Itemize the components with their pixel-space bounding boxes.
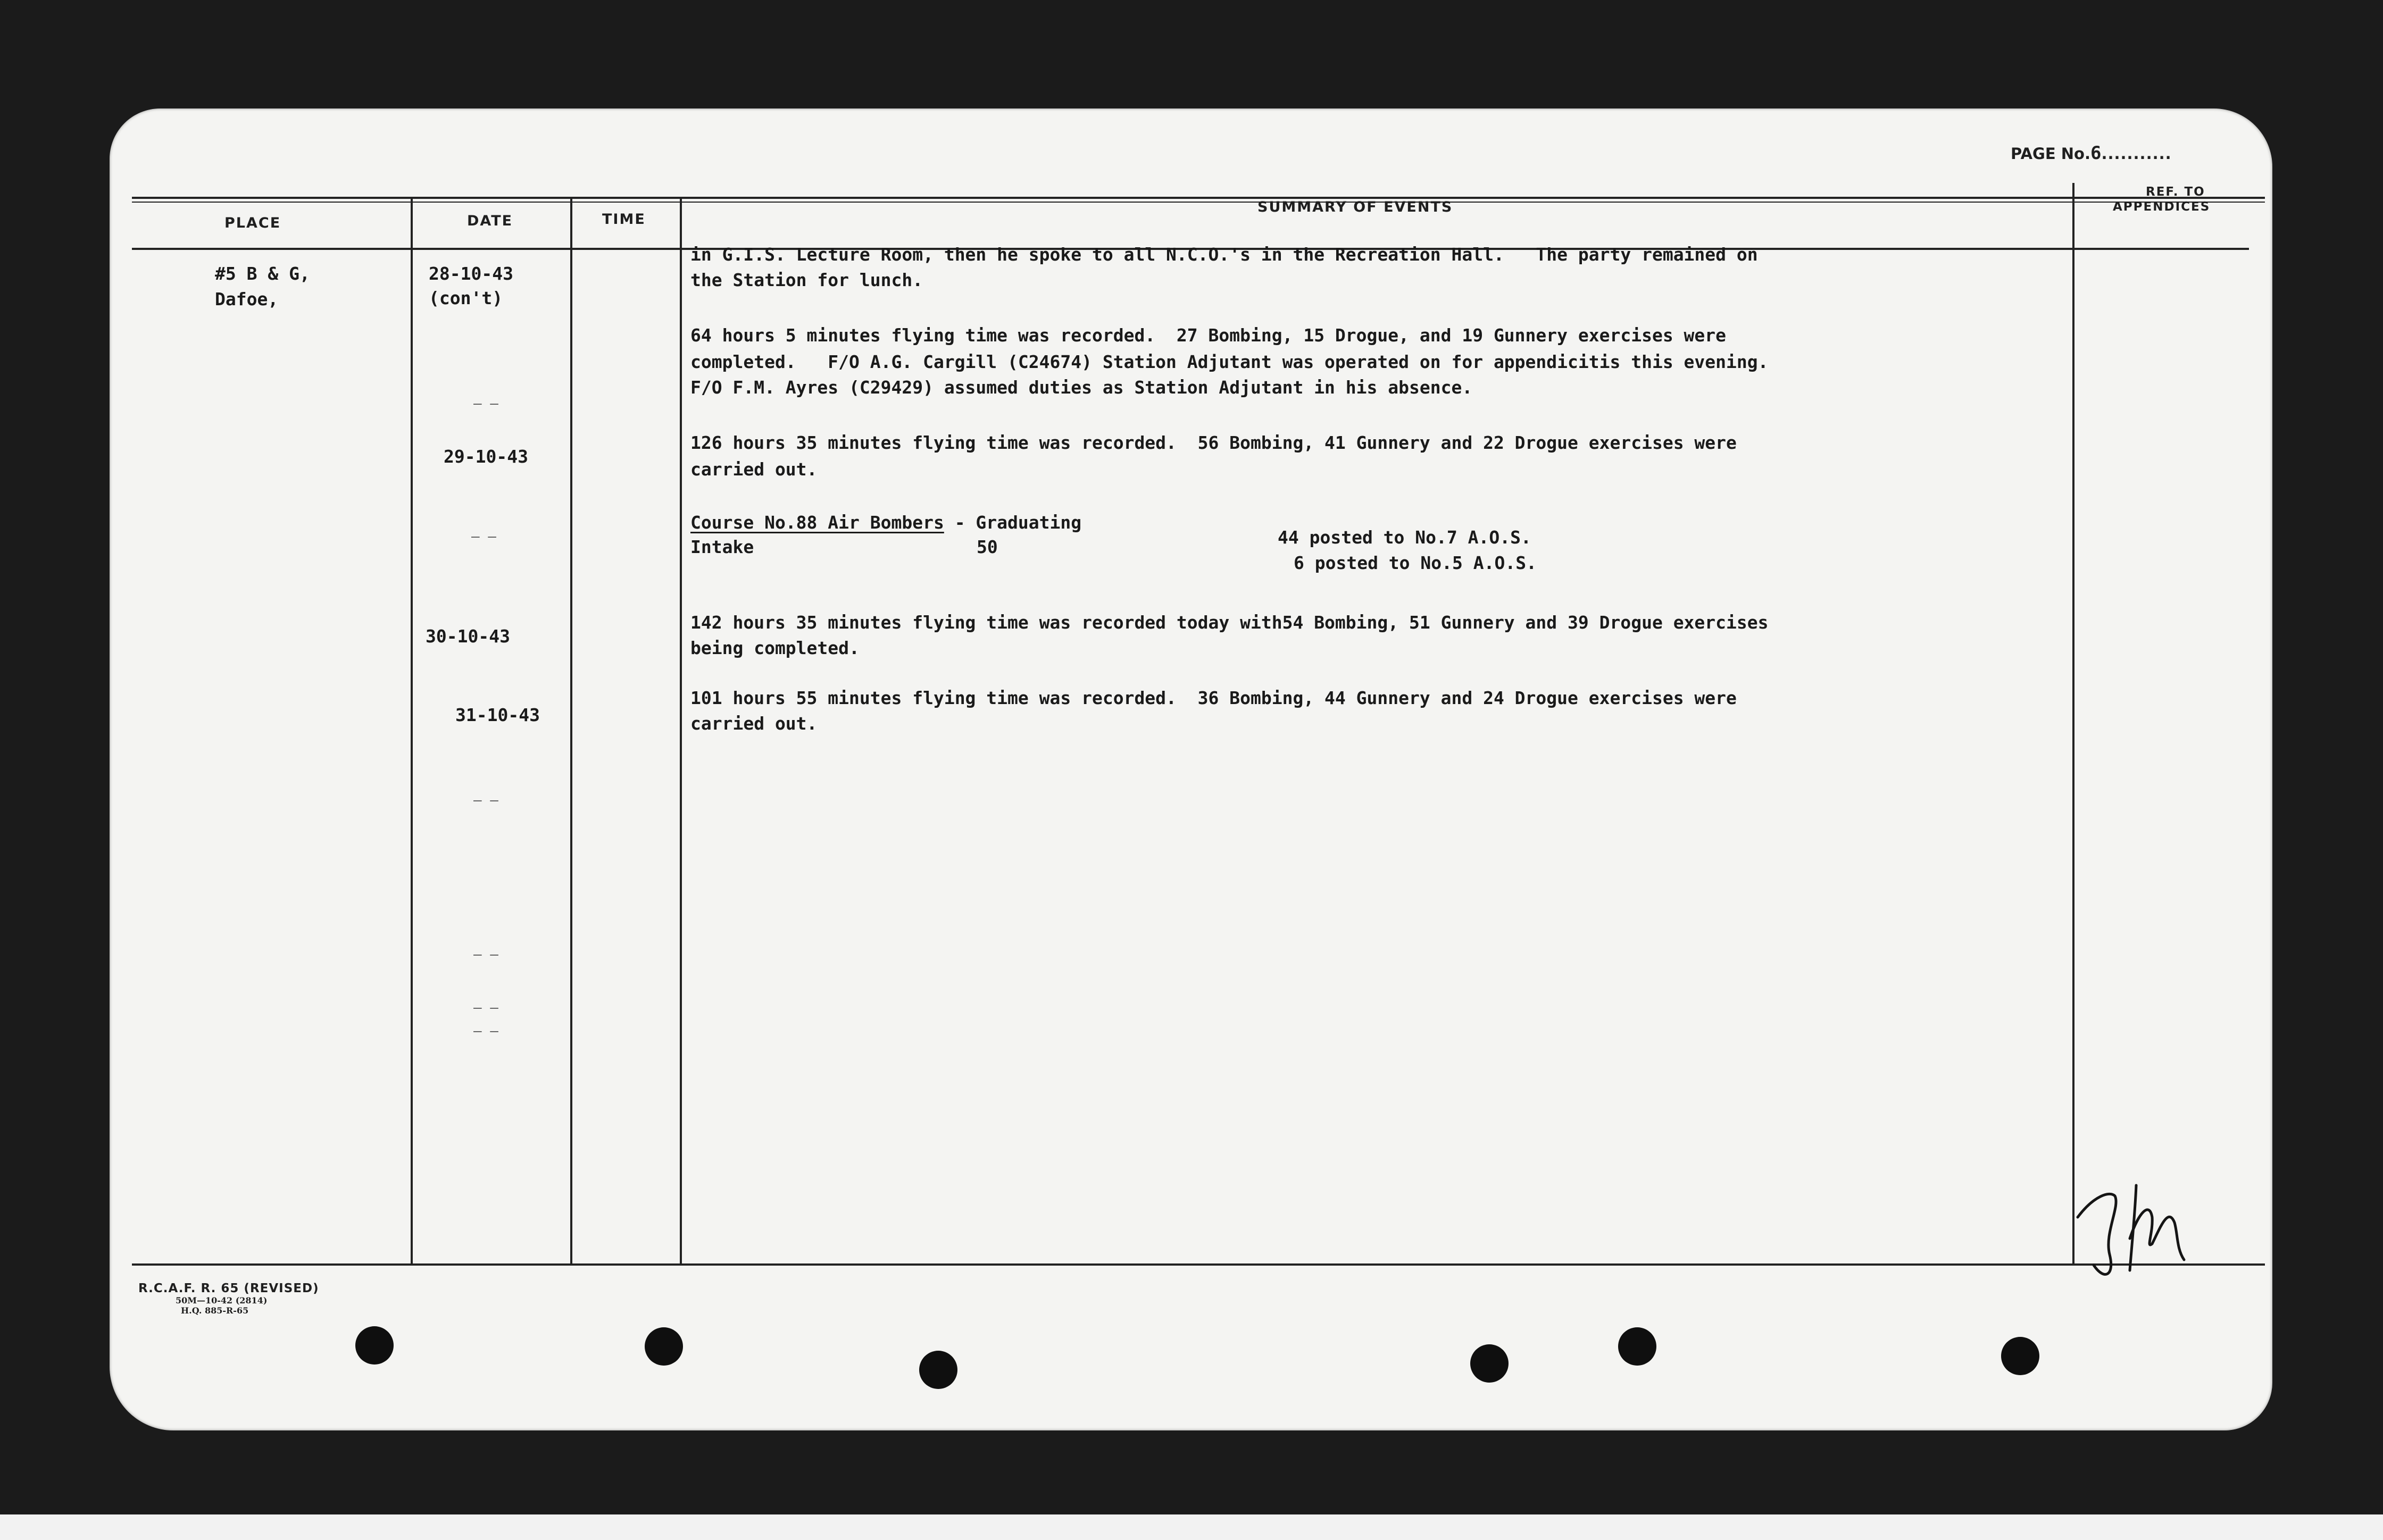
column-rule-time: [680, 198, 682, 1266]
column-header-date: DATE: [467, 213, 513, 229]
bottom-border-strip: [0, 1514, 2383, 1540]
column-rule-date: [570, 198, 572, 1266]
date-30-10-43: 30-10-43: [426, 626, 510, 647]
entry-29-line-2: carried out.: [690, 459, 818, 480]
date-dash-mark: – –: [473, 396, 498, 412]
entry-29-line-1: 126 hours 35 minutes flying time was recorded. 56 Bombing, 41 Gunnery and 22 Drogue exercises were: [690, 432, 1737, 453]
column-rule-place: [411, 198, 413, 1266]
page-number-value: 6: [2090, 143, 2102, 164]
entry-31-line-1: 101 hours 55 minutes flying time was recorded. 36 Bombing, 44 Gunnery and 24 Drogue exercises were: [690, 688, 1737, 708]
page-number: [2011, 143, 2172, 164]
entry-31-line-2: carried out.: [690, 713, 818, 734]
entry-30-line-2: being completed.: [690, 638, 860, 658]
posted-line-2: 6 posted to No.5 A.O.S.: [1294, 553, 1537, 573]
date-28-10-43: 28-10-43: [429, 263, 513, 284]
entry-28-line-2: the Station for lunch.: [690, 270, 923, 290]
entry-28-line-1: in G.I.S. Lecture Room, then he spoke to all N.C.O.'s in the Recreation Hall. The party remained on: [690, 244, 1758, 265]
form-identification: [138, 1282, 319, 1316]
date-28-cont: (con't): [429, 288, 503, 308]
date-dash-mark: – –: [473, 1000, 498, 1016]
column-header-ref-line2: APPENDICES: [2113, 200, 2211, 214]
entry-28b-line-1: 64 hours 5 minutes flying time was recorded. 27 Bombing, 15 Drogue, and 19 Gunnery exercises were: [690, 325, 1727, 346]
column-header-place: PLACE: [224, 215, 281, 231]
place-line-2: Dafoe,: [215, 289, 279, 309]
header-top-rule-2: [132, 202, 2265, 203]
footer-rule: [132, 1263, 2265, 1266]
column-header-summary: SUMMARY OF EVENTS: [1257, 199, 1453, 215]
punch-hole: [1618, 1327, 1656, 1366]
entry-28b-line-3: F/O F.M. Ayres (C29429) assumed duties as Station Adjutant in his absence.: [690, 377, 1473, 398]
posted-line-1: 44 posted to No.7 A.O.S.: [1278, 527, 1531, 548]
punch-hole: [645, 1327, 683, 1366]
form-id-line-2: 50M—10-42 (2814): [176, 1295, 268, 1305]
intake-value: 50: [977, 537, 998, 557]
date-29-10-43: 29-10-43: [444, 446, 528, 467]
page-number-dots: ...........: [2101, 145, 2172, 163]
punch-hole: [355, 1326, 394, 1365]
date-dash-mark: – –: [473, 1023, 498, 1039]
header-top-rule: [132, 197, 2265, 199]
entry-30-line-1: 142 hours 35 minutes flying time was recorded today with54 Bombing, 51 Gunnery and 39 Drogue exercises: [690, 612, 1769, 633]
document-card: [110, 108, 2272, 1430]
column-rule-summary: [2072, 183, 2074, 1263]
page-number-label: PAGE No.: [2011, 145, 2090, 163]
course-title: Course No.88 Air Bombers: [690, 512, 944, 533]
handwritten-signature: [2072, 1175, 2200, 1281]
punch-hole: [1470, 1344, 1509, 1383]
form-id-line-3: H.Q. 885-R-65: [181, 1305, 249, 1316]
intake-label: Intake: [690, 537, 754, 557]
column-header-ref-line1: REF. TO: [2146, 185, 2205, 199]
date-dash-mark: – –: [471, 529, 496, 545]
column-header-time: TIME: [602, 211, 646, 228]
entry-28b-line-2: completed. F/O A.G. Cargill (C24674) Station Adjutant was operated on for appendicitis this evening.: [690, 351, 1769, 372]
course-rest: - Graduating: [944, 512, 1082, 533]
date-31-10-43: 31-10-43: [455, 705, 540, 725]
place-line-1: #5 B & G,: [215, 263, 310, 284]
date-dash-mark: – –: [473, 947, 498, 962]
date-dash-mark: – –: [473, 792, 498, 808]
form-id-line-1: R.C.A.F. R. 65 (REVISED): [138, 1282, 319, 1295]
punch-hole: [919, 1351, 957, 1389]
punch-hole: [2001, 1337, 2039, 1375]
